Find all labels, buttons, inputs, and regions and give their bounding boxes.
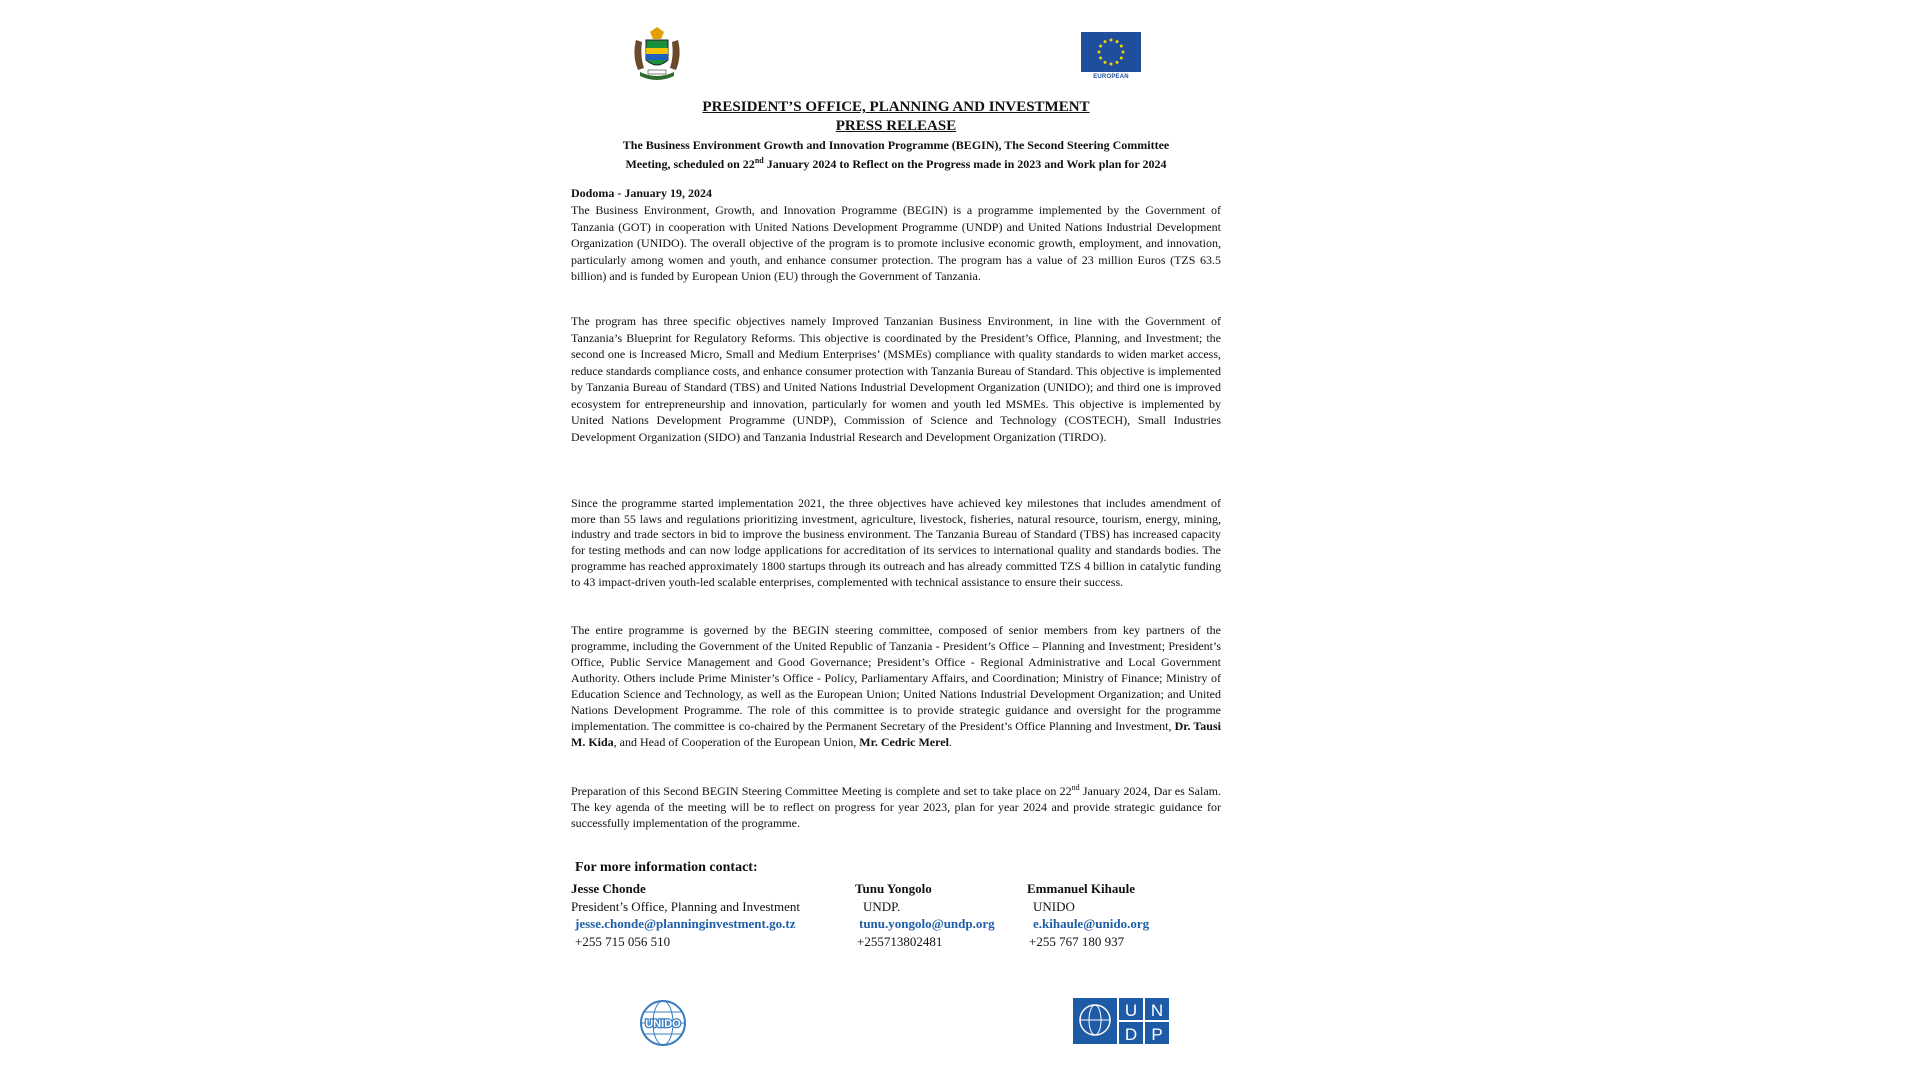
subtitle-line2-post: January 2024 to Reflect on the Progress made in 2023 and Work plan for 2024 xyxy=(763,157,1167,171)
co-chair-1: Dr. Tausi M. Kida xyxy=(571,719,1221,749)
paragraph-5 xyxy=(571,780,1221,831)
co-chair-2: Mr. Cedric Merel xyxy=(859,735,949,749)
p4-text: The entire programme is governed by the BEGIN steering committee, composed of senior members from key partners of the programme, including the Government of the United Republic of Tanzania - President’s Office – Planning and Investment; President’s Office, Public Service Management and Good Governance; President’s Office - Regional Administrative and Local Government Authority. Others include Prime Minister’s Office - Policy, Parliamentary Affairs, and Coordination; Ministry of Finance; Ministry of Education Science and Technology, as well as the European Union; United Nations Industrial Development Organization; and United Nations Development Programme. The role of this committee is to provide strategic guidance and oversight for the programme implementation. The committee is co-chaired by the Permanent Secretary of the President’s Office Planning and Investment, xyxy=(571,623,1221,733)
p5-pre: Preparation of this Second BEGIN Steering Committee Meeting is complete and set to take place on 22 xyxy=(571,784,1072,798)
press-release-page xyxy=(571,0,1221,1074)
eu-star xyxy=(1116,40,1119,43)
contact-email-link[interactable]: e.kihaule@unido.org xyxy=(1033,916,1150,931)
contact-tunu-yongolo xyxy=(855,880,995,950)
dateline: Dodoma - January 19, 2024 xyxy=(571,186,713,200)
paragraph-1: The Business Environment, Growth, and Innovation Programme (BEGIN) is a programme implemented by the Government of Tanzania (GOT) in cooperation with United Nations Development Programme (UNDP) and United Nations Industrial Development Organization (UNIDO). The overall objective of the program is to promote inclusive economic growth, employment, and innovation, particularly among women and youth, and enhance consumer protection. The program has a value of 23 million Euros (TZS 63.5 billion) and is funded by European Union (EU) through the Government of Tanzania. xyxy=(571,203,1221,283)
undp-letter-p: P xyxy=(1151,1025,1163,1044)
paragraph-4 xyxy=(571,622,1221,750)
subtitle-line1: The Business Environment Growth and Innovation Programme (BEGIN), The Second Steering Committee xyxy=(622,138,1170,152)
contact-email-link[interactable]: jesse.chonde@planninginvestment.go.tz xyxy=(575,916,796,931)
eu-star xyxy=(1120,57,1123,60)
contact-email-link[interactable]: tunu.yongolo@undp.org xyxy=(859,916,995,931)
eu-star xyxy=(1104,61,1107,64)
eu-flag-icon xyxy=(1081,32,1141,72)
contact-org: UNDP. xyxy=(863,898,901,914)
contact-emmanuel-kihaule xyxy=(1027,880,1149,950)
contact-phone: +255 767 180 937 xyxy=(1029,933,1125,949)
eu-star xyxy=(1120,45,1123,48)
eu-logo xyxy=(1080,32,1142,86)
contact-phone: +255 715 056 510 xyxy=(575,933,671,949)
contact-heading: For more information contact: xyxy=(575,860,758,875)
p4-mid: , and Head of Cooperation of the European Union, xyxy=(613,735,860,749)
press-release-title: PRESS RELEASE xyxy=(835,118,957,134)
paragraph-2: The program has three specific objectives namely Improved Tanzanian Business Environment, in line with the Government of Tanzania’s Blueprint for Regulatory Reforms. This objective is coordinated by the President’s Office, Planning, and Investment; the second one is Increased Micro, Small and Medium Enterprises’ (MSMEs) compliance with quality standards to widen market access, reduce standards compliance costs, and enhance consumer protection with Tanzania Bureau of Standard. This objective is implemented by Tanzania Bureau of Standard (TBS) and United Nations Industrial Development Organization (UNIDO); and third one is improved ecosystem for entrepreneurship and innovation, particularly for women and youth led MSMEs. This objective is implemented by United Nations Development Programme (UNDP), Commission of Science and Technology (COSTECH), Small Industries Development Organization (SIDO) and Tanzania Industrial Research and Development Organization (TIRDO). xyxy=(571,314,1221,444)
eu-star xyxy=(1104,40,1107,43)
p5-post: January 2024, Dar es Salam. The key agenda of the meeting will be to reflect on progress for year 2023, plan for year 2024 and provide strategic guidance for successfully implementation of the programme. xyxy=(571,784,1222,830)
contact-name: Tunu Yongolo xyxy=(855,881,932,896)
eu-star xyxy=(1099,45,1102,48)
contact-name: Jesse Chonde xyxy=(571,881,646,896)
eu-star xyxy=(1122,51,1125,54)
contact-name: Emmanuel Kihaule xyxy=(1027,881,1135,896)
eu-flag-field xyxy=(1081,32,1141,72)
office-title: PRESIDENT’S OFFICE, PLANNING AND INVESTMENT xyxy=(702,99,1090,115)
paragraph-3: Since the programme started implementation 2021, the three objectives have achieved key milestones that includes amendment of more than 55 laws and regulations prioritizing investment, agriculture, livestock, fisheries, natural resource, tourism, energy, mining, industry and trade sectors in bid to improve the business environment. The Tanzania Bureau of Standard (TBS) has increased capacity for testing methods and can now lodge applications for accreditation of its services to international quality and standards bodies. The programme has reached approximately 1800 startups through its outreach and has already committed TZS 4 billion in catalytic funding to 43 impact-driven youth-led scalable enterprises, complemented with technical assistance to ensure their success. xyxy=(571,496,1221,589)
unido-logo-icon xyxy=(635,998,691,1048)
contact-org: UNIDO xyxy=(1033,898,1075,914)
undp-logo xyxy=(1073,996,1169,1046)
p5-sup: nd xyxy=(1071,783,1080,792)
subtitle xyxy=(571,137,1221,172)
eu-star xyxy=(1116,61,1119,64)
contact-phone: +255713802481 xyxy=(857,933,943,949)
subtitle-line2-pre: Meeting, scheduled on 22 xyxy=(625,157,755,171)
undp-logo-icon xyxy=(1073,996,1169,1046)
contact-org: President’s Office, Planning and Investment xyxy=(571,898,801,914)
eu-star xyxy=(1110,63,1113,66)
eu-star xyxy=(1099,57,1102,60)
undp-letter-u: U xyxy=(1124,1001,1138,1020)
undp-letter-n: N xyxy=(1150,1001,1164,1020)
undp-letter-d: D xyxy=(1124,1025,1138,1044)
eu-star xyxy=(1098,51,1101,54)
subtitle-sup: nd xyxy=(754,156,764,165)
tanzania-coat-of-arms-icon xyxy=(630,26,684,82)
eu-caption: EUROPEAN xyxy=(1093,74,1129,80)
p4-end: . xyxy=(948,735,952,749)
eu-star xyxy=(1110,39,1113,42)
unido-text: UNIDO xyxy=(645,1018,681,1030)
contact-jesse-chonde xyxy=(571,880,800,950)
